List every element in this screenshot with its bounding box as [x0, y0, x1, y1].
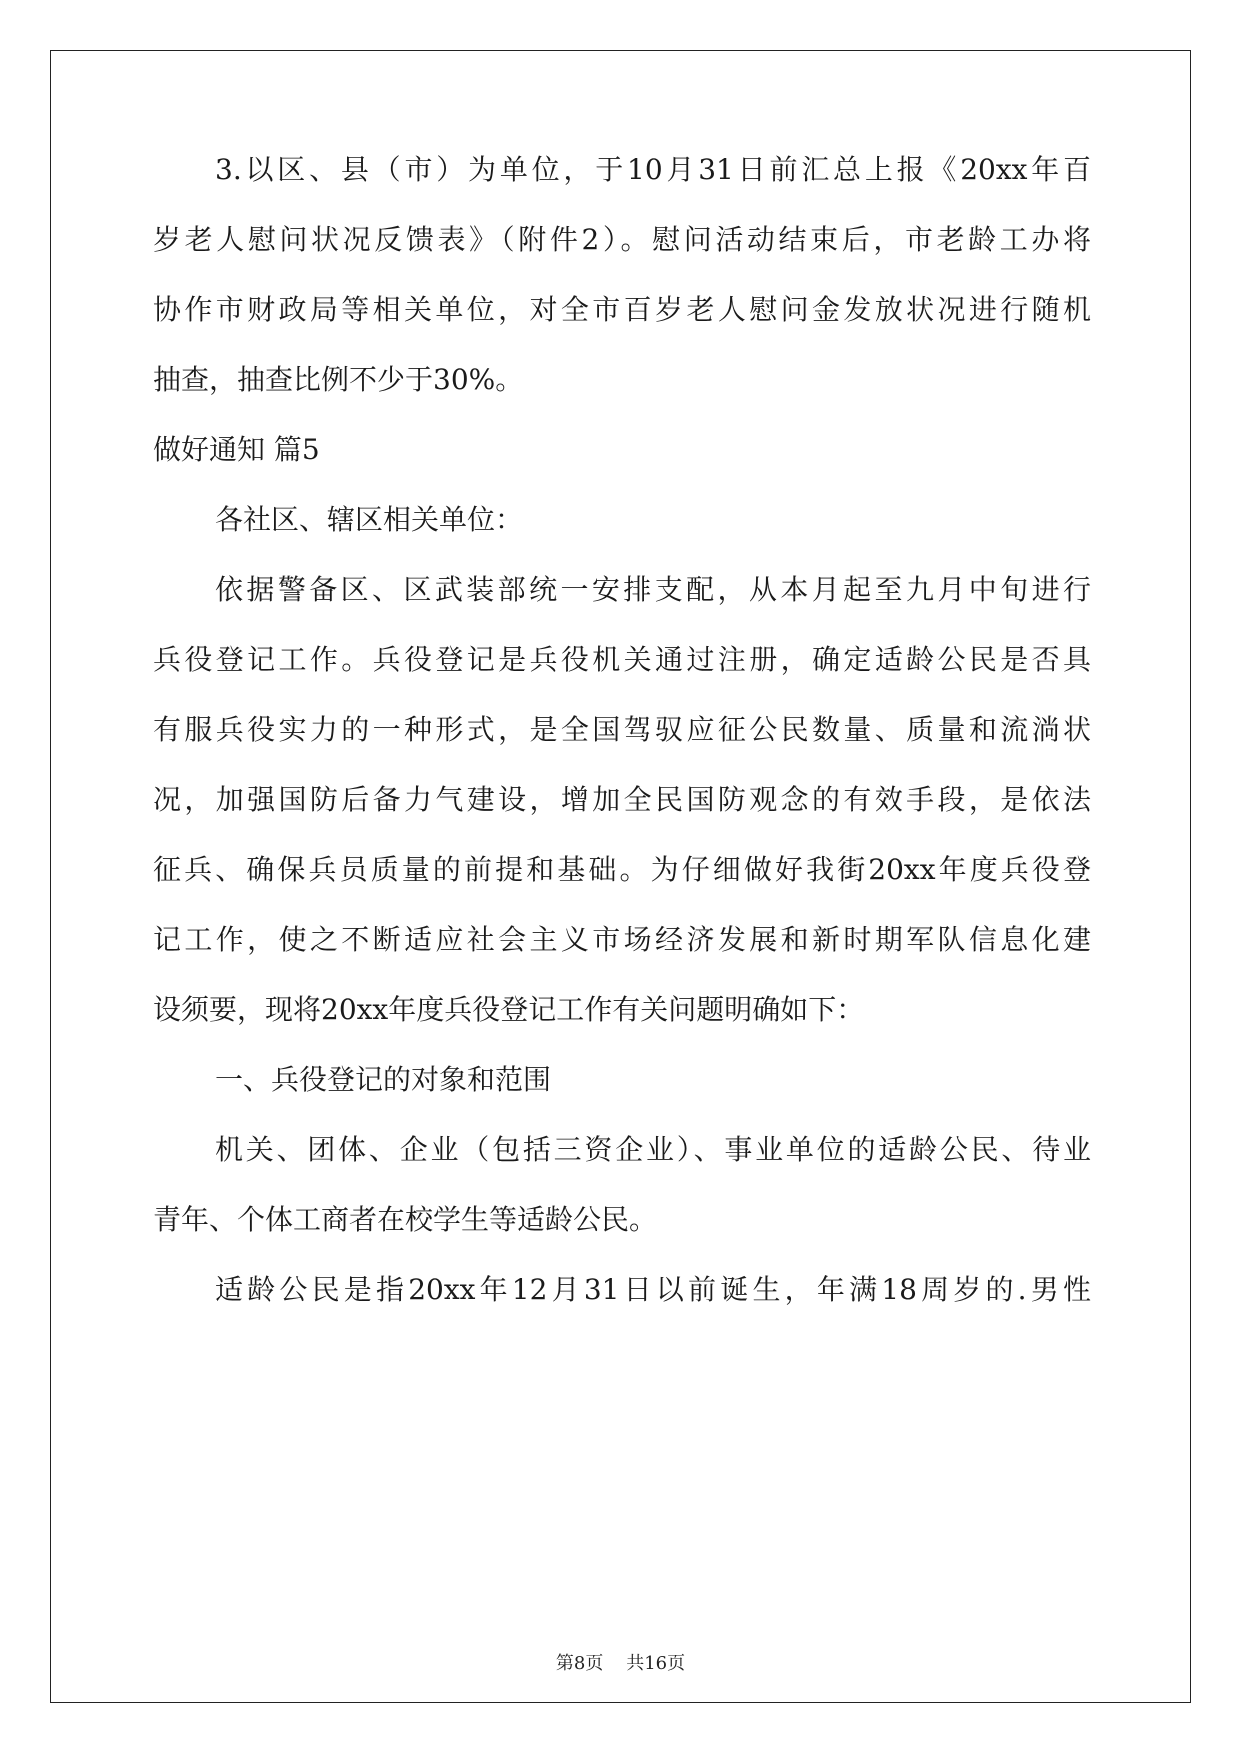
- paragraph-line: 抽查，抽查比例不少于30%。: [153, 363, 524, 396]
- paragraph-line: 机关、团体、企业（包括三资企业）、事业单位的适龄公民、待业: [215, 1133, 1091, 1166]
- paragraph-line: 兵役登记工作。兵役登记是兵役机关通过注册，确定适龄公民是否具: [153, 643, 1091, 676]
- paragraph-line: 记工作，使之不断适应社会主义市场经济发展和新时期军队信息化建: [153, 923, 1091, 956]
- page-footer: 第8页 共16页: [555, 1653, 686, 1674]
- paragraph-line: 适龄公民是指20xx年12月31日以前诞生，年满18周岁的.男性: [215, 1273, 1091, 1306]
- paragraph-line: 依据警备区、区武装部统一安排支配，从本月起至九月中旬进行: [215, 573, 1091, 606]
- paragraph-line: 有服兵役实力的一种形式，是全国驾驭应征公民数量、质量和流淌状: [153, 713, 1091, 746]
- paragraph-line: 设须要，现将20xx年度兵役登记工作有关问题明确如下：: [153, 993, 865, 1026]
- paragraph-line: 协作市财政局等相关单位，对全市百岁老人慰问金发放状况进行随机: [153, 293, 1091, 326]
- section-heading: 做好通知 篇5: [153, 433, 320, 466]
- paragraph-line: 3.以区、县（市）为单位，于10月31日前汇总上报《20xx年百: [215, 153, 1091, 186]
- paragraph-line: 征兵、确保兵员质量的前提和基础。为仔细做好我街20xx年度兵役登: [153, 853, 1091, 886]
- paragraph-line: 况，加强国防后备力气建设，增加全民国防观念的有效手段，是依法: [153, 783, 1091, 816]
- subheading: 一、兵役登记的对象和范围: [215, 1063, 552, 1096]
- paragraph-line: 岁老人慰问状况反馈表》（附件2）。慰问活动结束后，市老龄工办将: [153, 223, 1091, 256]
- salutation: 各社区、辖区相关单位：: [215, 503, 524, 536]
- paragraph-line: 青年、个体工商者在校学生等适龄公民。: [153, 1203, 658, 1236]
